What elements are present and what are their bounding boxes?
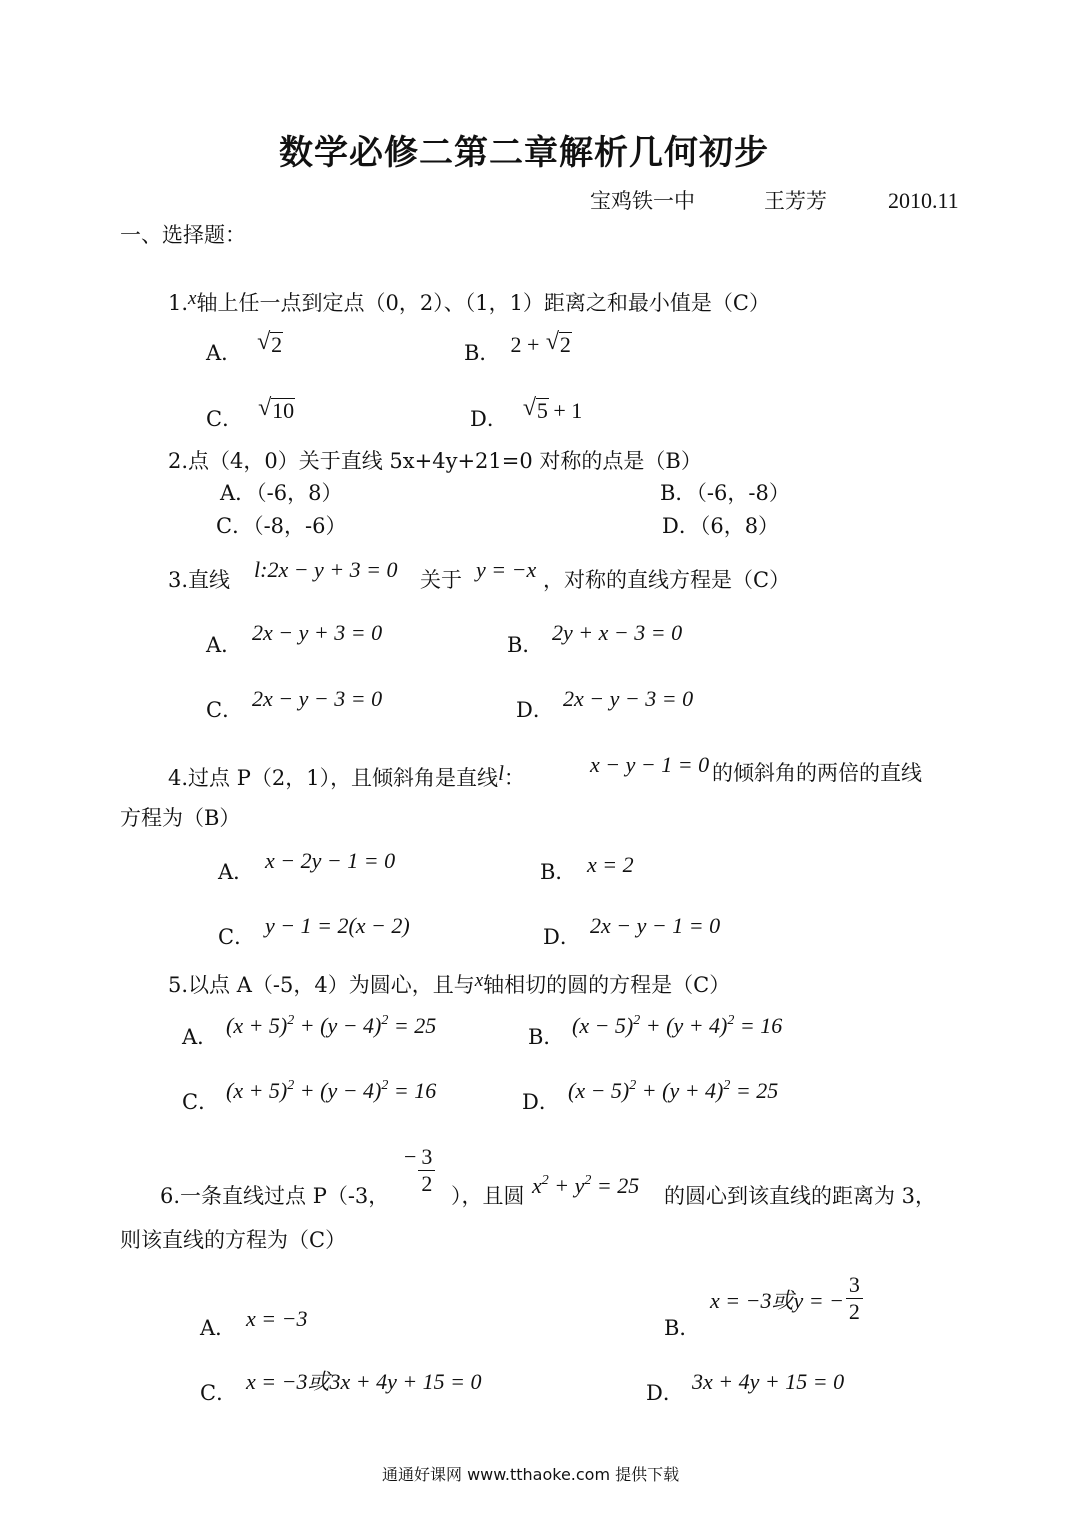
q4-option-c-label[interactable]: C． (218, 925, 256, 949)
q1-option-d[interactable]: D．√ 5 + 1 (470, 406, 582, 432)
q6-circle-equation: $x^2 + y^2 = 25$ (532, 1173, 640, 1198)
q2-option-c[interactable]: C．（-8，-6） (216, 514, 347, 538)
q3-stem-post: ，对称的直线方程是（C） (543, 568, 791, 592)
q2-option-a[interactable]: A．（-6，8） (220, 481, 343, 505)
q4-option-a[interactable]: x − 2y − 1 = 0 (265, 848, 396, 873)
q4-line-equation: x − y − 1 = 0 (590, 752, 710, 777)
q6-option-c-label[interactable]: C． (200, 1381, 238, 1405)
q4-option-d[interactable]: 2x − y − 1 = 0 (590, 913, 721, 938)
q1-option-a[interactable]: A．√ 2 (206, 340, 282, 366)
page-title: 数学必修二第二章解析几何初步 (279, 133, 769, 173)
q1-option-b[interactable]: B． 2 + √ 2 (464, 340, 571, 366)
q2-option-b[interactable]: B．（-6，-8） (660, 481, 790, 505)
q5-option-a[interactable]: $(x + 5)^2 + (y - 4)^2 = 25$ (226, 1013, 437, 1038)
q5-option-b-label[interactable]: B． (528, 1025, 565, 1049)
q5-option-d[interactable]: $(x - 5)^2 + (y + 4)^2 = 25$ (568, 1078, 779, 1103)
question-1-stem: 1.x轴上任一点到定点（0，2）、（1，1）距离之和最小值是（C） (168, 288, 770, 315)
question-3-stem: 3.直线 (168, 568, 231, 592)
q6-stem-line2: 则该直线的方程为（C） (120, 1228, 347, 1252)
q6-option-d-label[interactable]: D． (646, 1381, 684, 1405)
q4-option-c[interactable]: y − 1 = 2(x − 2) (265, 913, 410, 938)
q3-line-equation: l:2x − y + 3 = 0 (254, 557, 398, 582)
document-date: 2010.11 (888, 188, 959, 213)
q6-option-a[interactable]: x = −3 (246, 1306, 308, 1331)
q6-option-c[interactable]: x = −3或3x + 4y + 15 = 0 (246, 1369, 482, 1394)
question-5-stem: 5.以点 A（-5，4）为圆心，且与x轴相切的圆的方程是（C） (168, 970, 731, 997)
q3-option-c-label[interactable]: C． (206, 698, 244, 722)
q5-option-d-label[interactable]: D． (522, 1090, 560, 1114)
question-6-stem: 6.一条直线过点 P（-3， (160, 1184, 390, 1208)
school-name: 宝鸡铁一中 (590, 189, 695, 213)
q6-stem-mid: ），且圆 (451, 1184, 525, 1208)
q4-stem-post: 的倾斜角的两倍的直线 (712, 761, 922, 785)
q6-option-a-label[interactable]: A． (200, 1316, 237, 1340)
q5-option-c[interactable]: $(x + 5)^2 + (y - 4)^2 = 16$ (226, 1078, 437, 1103)
q4-option-b[interactable]: x = 2 (587, 852, 634, 877)
q3-symmetry-line: y = −x (476, 557, 537, 582)
question-4-stem: 4.过点 P（2，1），且倾斜角是直线l： (168, 761, 525, 790)
q5-option-a-label[interactable]: A． (182, 1025, 219, 1049)
q1-option-c[interactable]: C．√ 10 (206, 406, 294, 432)
q3-option-a-label[interactable]: A． (206, 633, 243, 657)
q3-option-a[interactable]: 2x − y + 3 = 0 (252, 620, 383, 645)
q6-option-d[interactable]: 3x + 4y + 15 = 0 (692, 1369, 845, 1394)
section-title: 一、选择题： (120, 223, 246, 247)
q6-option-b-label[interactable]: B． (664, 1316, 701, 1340)
q3-option-d[interactable]: 2x − y − 3 = 0 (563, 686, 694, 711)
q4-option-a-label[interactable]: A． (218, 860, 255, 884)
question-2-stem: 2.点（4，0）关于直线 5x+4y+21=0 对称的点是（B） (168, 449, 702, 473)
q3-option-b[interactable]: 2y + x − 3 = 0 (552, 620, 683, 645)
q4-stem-line2: 方程为（B） (120, 806, 241, 830)
q6-fraction: − $\frac{3}{2}$ (404, 1144, 437, 1197)
q5-option-b[interactable]: $(x - 5)^2 + (y + 4)^2 = 16$ (572, 1013, 783, 1038)
q6-option-b[interactable]: x = −3或y = − $\frac{3}{2}$ (710, 1272, 865, 1325)
q4-option-b-label[interactable]: B． (540, 860, 577, 884)
q6-stem-post: 的圆心到该直线的距离为 3， (664, 1184, 937, 1208)
q3-option-c[interactable]: 2x − y − 3 = 0 (252, 686, 383, 711)
author-name: 王芳芳 (764, 189, 827, 213)
q2-option-d[interactable]: D．（6，8） (662, 514, 780, 538)
q5-option-c-label[interactable]: C． (182, 1090, 220, 1114)
q4-option-d-label[interactable]: D． (543, 925, 581, 949)
q3-option-b-label[interactable]: B． (507, 633, 544, 657)
q3-stem-mid: 关于 (420, 568, 462, 592)
q3-option-d-label[interactable]: D． (516, 698, 554, 722)
footer-text: 通通好课网 www.tthaoke.com 提供下载 (382, 1465, 680, 1484)
